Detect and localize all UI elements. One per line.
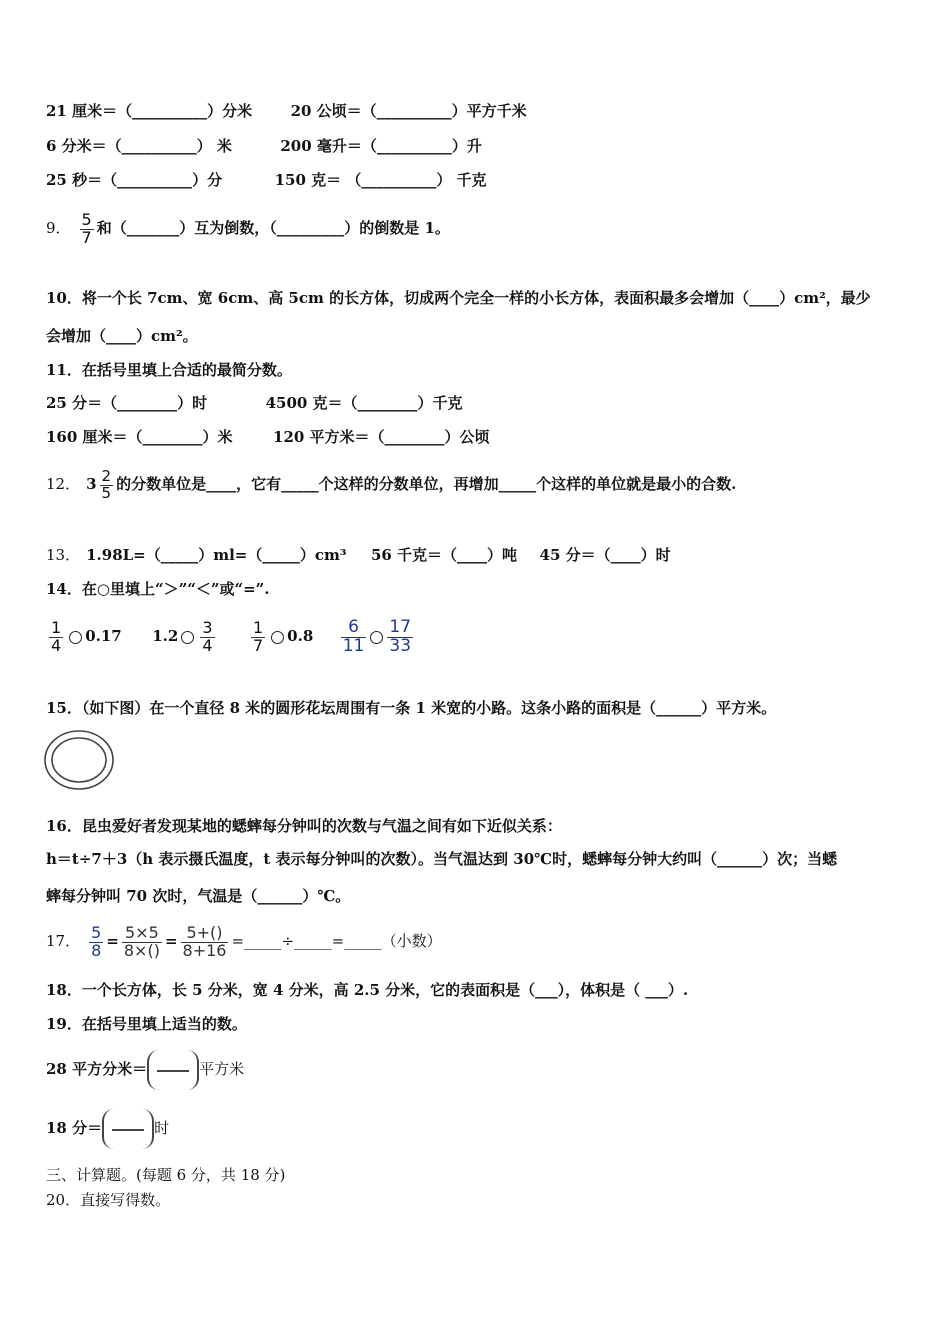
q8-r2b: 200 毫升＝（__________）升 bbox=[280, 137, 482, 155]
q14-e2-den: 4 bbox=[202, 635, 213, 655]
q14-e1-value: 0.17 bbox=[85, 627, 122, 645]
q15-text: 15．（如下图）在一个直径 8 米的圆形花坛周围有一条 1 米宽的小路。这条小路的面积是（______）平方米。 bbox=[46, 699, 777, 717]
q13-number: 13． bbox=[46, 546, 81, 564]
q11-row-2 bbox=[46, 427, 490, 447]
compare-circle-4[interactable] bbox=[370, 631, 383, 644]
q17-f1-num: 5 bbox=[91, 922, 102, 942]
q8-r3a: 25 秒＝（__________）分 bbox=[46, 171, 223, 189]
q17-f3-den: 8+16 bbox=[182, 940, 227, 960]
q18-text: 18．一个长方体，长 5 分米，宽 4 分米，高 2.5 分米，它的表面积是（___），体积是（ ___）. bbox=[46, 981, 689, 999]
q17-f3 bbox=[181, 922, 229, 960]
q19-a-pre: 28 平方分米＝ bbox=[46, 1060, 148, 1078]
q19-a-post: 平方米 bbox=[199, 1060, 245, 1078]
q10-line-2: 会增加（____）cm²。 bbox=[46, 327, 198, 345]
q17-f3-num: 5+() bbox=[181, 925, 229, 943]
q17-f2-num: 5×5 bbox=[122, 925, 162, 943]
q13 bbox=[46, 545, 671, 565]
q9-fraction bbox=[80, 209, 94, 247]
q14-e3-value: 0.8 bbox=[287, 627, 314, 645]
q13-c: 45 分＝（____）时 bbox=[539, 546, 671, 564]
q8-row-1 bbox=[46, 101, 527, 121]
q14-e3-fraction bbox=[251, 617, 265, 655]
q14-e4-left-fraction bbox=[341, 616, 367, 656]
q14-e3-den: 7 bbox=[252, 635, 264, 655]
q12-frac-den: 5 bbox=[101, 483, 112, 502]
q14-title: 14．在○里填上“＞”“＜”或“=”. bbox=[46, 580, 270, 598]
q11-r2a: 160 厘米＝（________）米 bbox=[46, 428, 233, 446]
q17-number: 17． bbox=[46, 932, 81, 950]
q9-text: 和（_______）互为倒数，（_________）的倒数是 1。 bbox=[96, 219, 450, 237]
q14-e4-right-fraction bbox=[387, 616, 413, 656]
compare-circle-3[interactable] bbox=[271, 631, 284, 644]
q12-fraction bbox=[100, 466, 114, 502]
q14-e1-fraction bbox=[49, 617, 63, 655]
q12-text: 的分数单位是____，它有_____个这样的分数单位，再增加_____个这样的单位就是最小的合数. bbox=[116, 475, 737, 493]
q17 bbox=[46, 918, 442, 964]
q20-title: 20．直接写得数。 bbox=[46, 1191, 171, 1209]
q19-b-post: 时 bbox=[154, 1119, 170, 1137]
q17-f1 bbox=[89, 922, 103, 960]
answer-paren-2[interactable] bbox=[102, 1109, 154, 1149]
q9-number: 9． bbox=[46, 219, 71, 237]
q11-r1a: 25 分＝（________）时 bbox=[46, 394, 208, 412]
q12-whole: 3 bbox=[86, 475, 97, 493]
q14-e1-den: 4 bbox=[51, 635, 62, 655]
q17-tail: =_____÷_____=_____（小数） bbox=[231, 932, 442, 950]
q13-a: 1.98L=（_____）ml=（_____）cm³ bbox=[86, 546, 347, 564]
q8-row-3 bbox=[46, 170, 487, 190]
q14-e2-num: 3 bbox=[202, 617, 213, 637]
ring-path-diagram bbox=[42, 728, 116, 792]
q19-b-pre: 18 分＝ bbox=[46, 1119, 103, 1137]
q16-line-1: 16．昆虫爱好者发现某地的蟋蟀每分钟叫的次数与气温之间有如下近似关系： bbox=[46, 817, 562, 835]
q8-row-2 bbox=[46, 136, 482, 156]
q11-r1b: 4500 克＝（________）千克 bbox=[265, 394, 463, 412]
q14-e2-value: 1.2 bbox=[152, 627, 179, 645]
q9-frac-num: 5 bbox=[81, 209, 92, 229]
q8-r2a: 6 分米＝（__________） 米 bbox=[46, 137, 232, 155]
q17-f1-den: 8 bbox=[91, 940, 102, 960]
q17-eq-2: = bbox=[164, 932, 178, 950]
q8-r1b: 20 公顷＝（__________）平方千米 bbox=[290, 102, 527, 120]
q17-eq-1: = bbox=[106, 932, 119, 950]
q14-e4-left-num: 6 bbox=[341, 619, 367, 638]
q17-f2 bbox=[122, 922, 162, 960]
q14-expressions bbox=[46, 612, 416, 660]
q11-r2b: 120 平方米＝（________）公顷 bbox=[273, 428, 490, 446]
q14-e4-left-den: 11 bbox=[342, 635, 365, 656]
q12-frac-num: 2 bbox=[101, 466, 112, 485]
compare-circle-1[interactable] bbox=[69, 631, 82, 644]
q12 bbox=[46, 462, 736, 506]
q17-f2-den: 8×() bbox=[123, 940, 160, 960]
q13-b: 56 千克＝（____）吨 bbox=[370, 546, 518, 564]
q14-e2-fraction bbox=[200, 617, 214, 655]
q16-line-2: h＝t÷7＋3（h 表示摄氏温度，t 表示每分钟叫的次数）。当气温达到 30℃时，蟋蟀每分钟大约叫（______）次；当蟋 bbox=[46, 850, 838, 868]
q11-row-1 bbox=[46, 393, 463, 413]
q12-number: 12． bbox=[46, 475, 81, 493]
q14-e1-num: 1 bbox=[51, 617, 62, 637]
q16-line-3: 蟀每分钟叫 70 次时，气温是（______）℃。 bbox=[46, 887, 351, 905]
section-title: 三、计算题。(每题 6 分，共 18 分) bbox=[46, 1166, 286, 1184]
outer-circle bbox=[45, 731, 113, 789]
q10-line-1: 10．将一个长 7cm、宽 6cm、高 5cm 的长方体，切成两个完全一样的小长方体，表面积最多会增加（____）cm²，最少 bbox=[46, 289, 871, 307]
q11-title: 11．在括号里填上合适的最简分数。 bbox=[46, 361, 292, 379]
q8-r1a: 21 厘米＝（__________）分米 bbox=[46, 102, 253, 120]
q19-title: 19．在括号里填上适当的数。 bbox=[46, 1015, 247, 1033]
compare-circle-2[interactable] bbox=[181, 631, 194, 644]
q9-frac-den: 7 bbox=[81, 227, 92, 247]
q14-e3-num: 1 bbox=[252, 617, 264, 637]
q9 bbox=[46, 206, 450, 250]
q14-e4-right-num: 17 bbox=[389, 616, 412, 637]
q19-row-2 bbox=[46, 1105, 169, 1151]
q14-e4-right-den: 33 bbox=[389, 635, 412, 656]
q19-row-1 bbox=[46, 1046, 244, 1092]
inner-circle bbox=[52, 738, 106, 782]
answer-paren-1[interactable] bbox=[147, 1050, 199, 1090]
q8-r3b: 150 克＝ （__________） 千克 bbox=[274, 171, 487, 189]
